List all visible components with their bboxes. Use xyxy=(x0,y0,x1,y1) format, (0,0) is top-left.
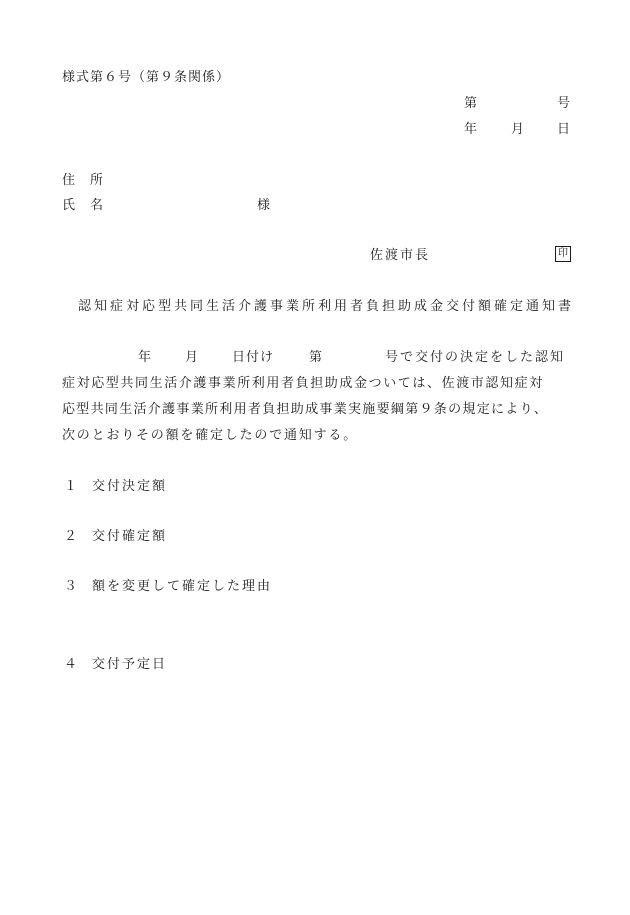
body-line1-day: 日付け xyxy=(232,350,275,365)
item-number: ３ xyxy=(64,579,78,594)
recipient-honorific: 様 xyxy=(257,198,272,213)
body-line2: 症対応型共同生活介護事業所利用者負担助成金ついては、佐渡市認知症対 xyxy=(62,376,544,391)
document-title: 認知症対応型共同生活介護事業所利用者負担助成金交付額確定通知書 xyxy=(78,299,575,314)
date-year: 年 xyxy=(464,122,479,137)
doc-number-prefix: 第 xyxy=(464,96,479,111)
item-label: 交付決定額 xyxy=(92,479,168,494)
form-number: 様式第６号（第９条関係） xyxy=(62,70,231,85)
body-line1-year: 年 xyxy=(138,350,153,365)
recipient-name-label: 氏 名 xyxy=(62,198,105,213)
doc-number-suffix: 号 xyxy=(557,96,572,111)
item-number: ２ xyxy=(64,529,78,544)
item-label: 交付予定日 xyxy=(92,657,168,672)
body-line1-dai: 第 xyxy=(309,350,324,365)
item-label: 額を変更して確定した理由 xyxy=(92,579,273,594)
date-day: 日 xyxy=(557,122,572,137)
body-line1-month: 月 xyxy=(185,350,200,365)
official-seal-icon: 印 xyxy=(555,246,571,262)
body-line4: 次のとおりその額を確定したので通知する。 xyxy=(62,428,359,443)
body-line3: 応型共同生活介護事業所利用者負担助成事業実施要綱第９条の規定により、 xyxy=(62,402,549,417)
body-line1-rest: 号で交付の決定をした認知 xyxy=(385,350,566,365)
issuer-title: 佐渡市長 xyxy=(370,248,431,263)
date-month: 月 xyxy=(511,122,526,137)
item-label: 交付確定額 xyxy=(92,529,168,544)
item-number: ４ xyxy=(64,657,78,672)
item-number: １ xyxy=(64,479,78,494)
recipient-address-label: 住 所 xyxy=(62,173,105,188)
